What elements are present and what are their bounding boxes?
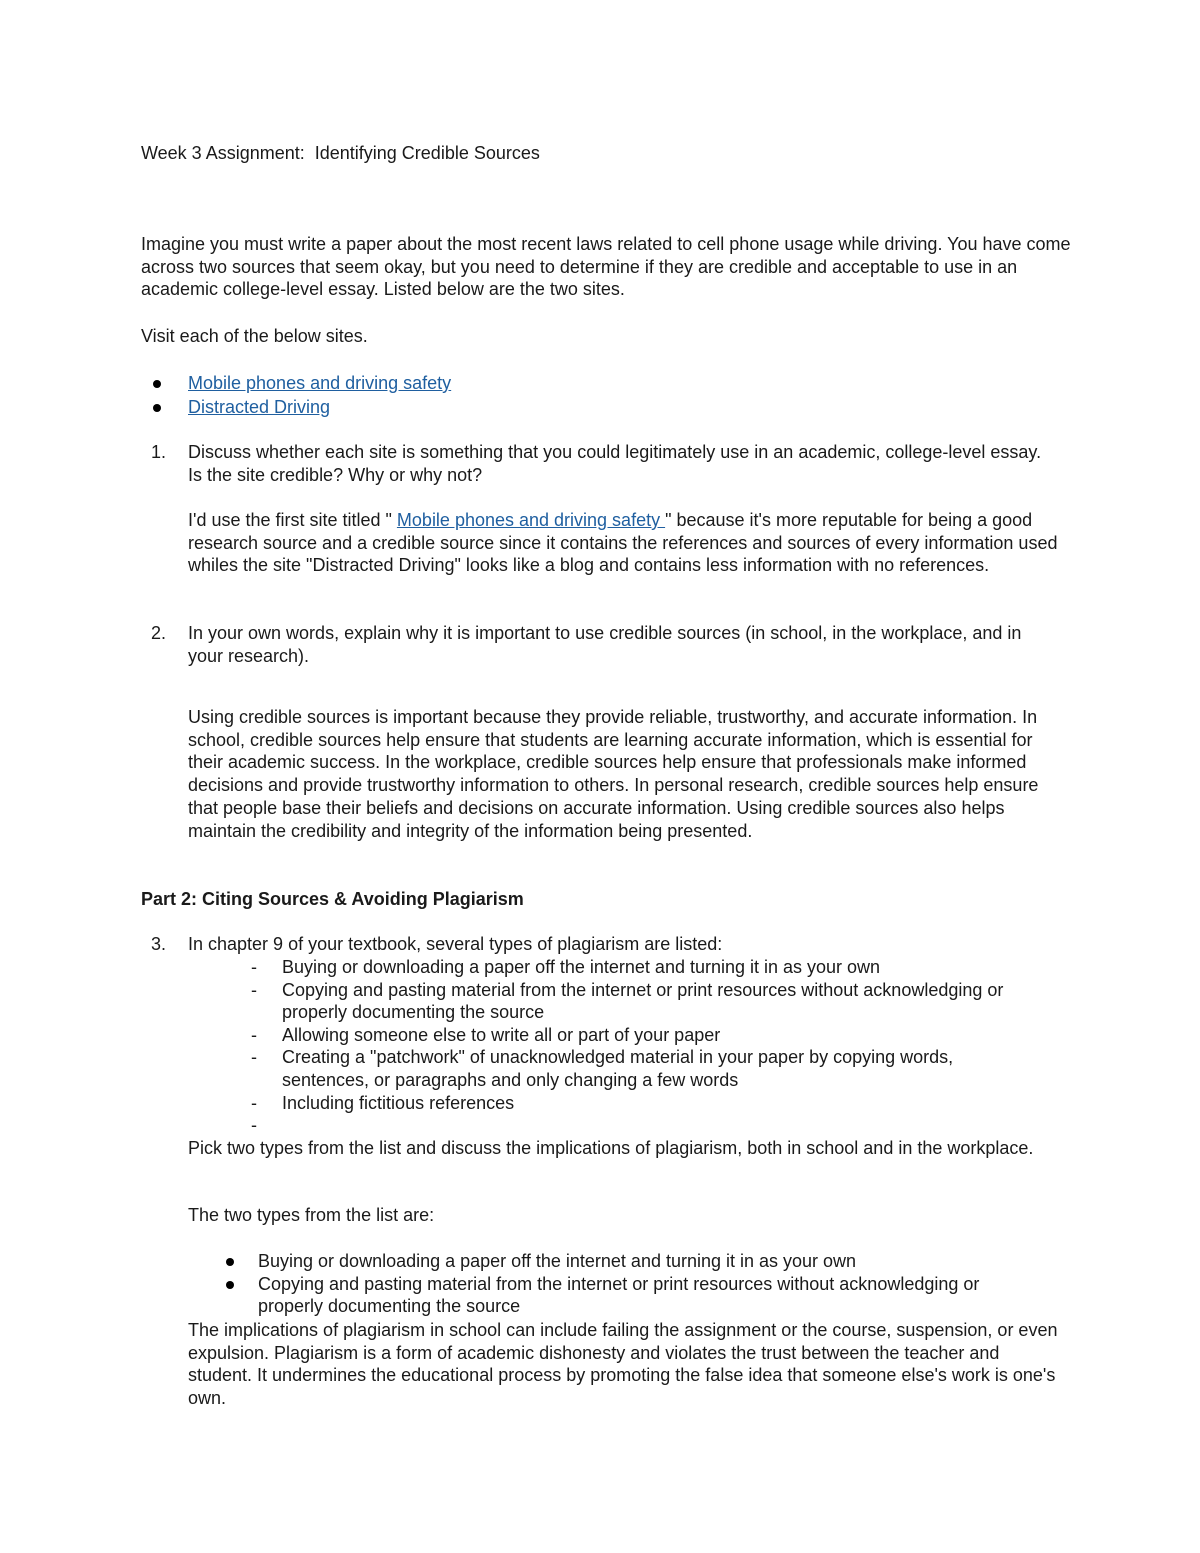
chosen-type: Buying or downloading a paper off the internet and turning it in as your own [258,1251,857,1271]
answer-2: Using credible sources is important because they provide reliable, trustworthy, and accurate information. In school, credible sources help ensure that students are learning accurate information, which is essential for their academic success. In the workplace, credible sources help ensure that professionals make informed decisions and provide trustworthy information to others. In personal research, credible sources help ensure that people base their beliefs and decisions on accurate information. Using credible sources also helps maintain the credibility and integrity of the information being presented. [188,707,1039,841]
list-item [245,1024,1025,1047]
plagiarism-type: Allowing someone else to write all or part of your paper [282,1024,721,1045]
question-1-number: 1. [151,442,167,462]
bullet-icon [153,404,161,412]
bullet-icon [226,1281,234,1289]
chosen-types-list [188,1250,1038,1318]
list-item [245,956,1025,979]
list-item [141,371,1041,395]
answer-1-lead: I'd use the first site titled " [188,510,397,530]
two-types-intro: The two types from the list are: [188,1205,435,1225]
plagiarism-types-list [245,956,1025,1137]
answer-1-rest: " because it's more reputable for being a good research source and a credible source since it contains the references and sources of every information used whiles the site "Distracted Driving" looks like a blog and contains less information with no references. [188,510,1058,576]
plagiarism-type [282,1115,287,1135]
link-mobile-phones-driving-safety[interactable]: Mobile phones and driving safety [188,373,452,393]
dash-marker: - [251,1092,257,1113]
implications-paragraph: The implications of plagiarism in school can include failing the assignment or the course, suspension, or even expulsion. Plagiarism is a form of academic dishonesty and violates the trust between the teacher and student. It undermines the educational process by promoting the false idea that someone else's work is one's own. [188,1320,1058,1409]
dash-marker: - [251,1047,257,1068]
question-1-text: Discuss whether each site is something that you could legitimately use in an academic, college-level essay. Is the site credible? Why or why not? [188,442,1042,485]
list-item [188,1250,1038,1273]
question-3-number: 3. [151,934,167,954]
dash-marker: - [251,979,257,1000]
plagiarism-type: Copying and pasting material from the internet or print resources without acknowledging or properly documenting the source [282,979,1004,1023]
assignment-title: Week 3 Assignment: Identifying Credible Sources [141,143,540,163]
plagiarism-type: Buying or downloading a paper off the internet and turning it in as your own [282,957,881,977]
intro-paragraph: Imagine you must write a paper about the most recent laws related to cell phone usage while driving. You have come across two sources that seem okay, but you need to determine if they are credible and acceptable to use in an academic college-level essay. Listed below are the two sites. [141,234,1071,300]
list-item [141,395,1041,419]
question-3-text: In chapter 9 of your textbook, several types of plagiarism are listed: [188,934,723,954]
visit-instruction: Visit each of the below sites. [141,326,368,346]
question-2-text: In your own words, explain why it is important to use credible sources (in school, in the workplace, and in your research). [188,623,1022,666]
dash-marker: - [251,957,257,977]
link-distracted-driving[interactable]: Distracted Driving [188,397,331,417]
chosen-type: Copying and pasting material from the internet or print resources without acknowledging or properly documenting the source [258,1273,980,1317]
list-item [245,1092,1025,1115]
dash-marker: - [251,1024,257,1045]
answer-1-link[interactable]: Mobile phones and driving safety [396,510,666,530]
plagiarism-type: Creating a "patchwork" of unacknowledged material in your paper by copying words, sentences, or paragraphs and only changing a few words [282,1047,954,1090]
sites-list [141,371,1041,419]
question-2-number: 2. [151,623,167,643]
bullet-icon [153,380,161,388]
bullet-icon [226,1258,234,1266]
dash-marker: - [251,1115,257,1136]
list-item [245,1046,1025,1091]
answer-1 [188,509,1058,577]
plagiarism-type: Including fictitious references [282,1092,515,1113]
part-2-heading: Part 2: Citing Sources & Avoiding Plagiarism [141,889,524,909]
question-3-prompt: Pick two types from the list and discuss the implications of plagiarism, both in school and in the workplace. [188,1138,1034,1158]
list-item [245,979,1025,1024]
list-item [188,1273,1038,1318]
list-item [245,1114,1025,1137]
